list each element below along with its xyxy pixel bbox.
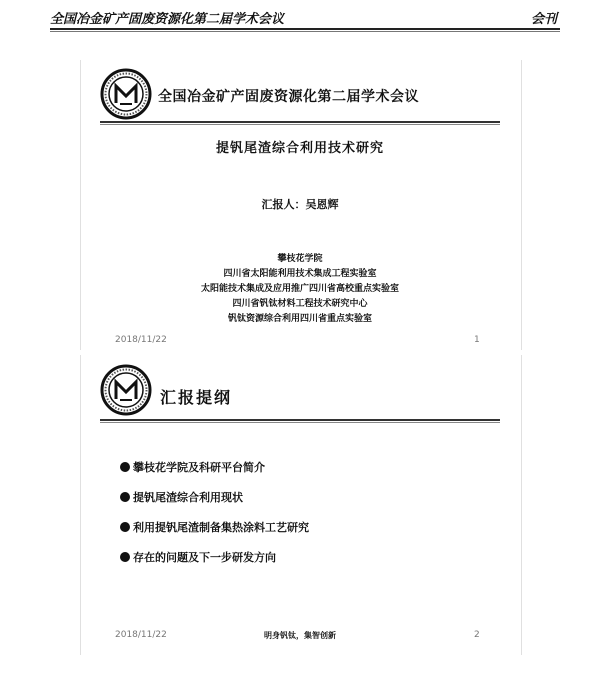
report-title: 提钒尾渣综合利用技术研究 — [215, 141, 384, 156]
header-rule-thin — [50, 31, 560, 32]
reporter: 汇报人：吴恩辉 — [261, 198, 339, 211]
affiliation-line: 四川省钒钛材料工程技术研究中心 — [232, 299, 368, 309]
page-header-title: 全国冶金矿产固废资源化第二届学术会议 — [50, 12, 285, 27]
outline-item-label: 存在的问题及下一步研发方向 — [133, 551, 276, 564]
slide-2-date: 2018/11/22 — [115, 630, 167, 640]
slide-1-rule-thin — [100, 124, 500, 125]
slide-2-rule — [100, 419, 500, 421]
bullet-dot-icon — [120, 462, 130, 472]
bullet-dot-icon — [120, 552, 130, 562]
outline-item — [120, 459, 265, 475]
slide-2-rule-thin — [100, 422, 500, 423]
outline-item-label: 提钒尾渣综合利用现状 — [133, 491, 243, 504]
outline-item-label: 利用提钒尾渣制备集热涂料工艺研究 — [133, 521, 309, 534]
page-header-right: 会刊 — [531, 12, 558, 27]
bullet-dot-icon — [120, 492, 130, 502]
slide-2-page-number: 2 — [474, 630, 480, 640]
outline-item — [120, 489, 243, 505]
slide-1-date: 2018/11/22 — [115, 335, 167, 345]
conference-title: 全国冶金矿产固废资源化第二届学术会议 — [158, 89, 419, 105]
outline-item-label: 攀枝花学院及科研平台简介 — [133, 461, 265, 474]
slide-1-page-number: 1 — [474, 335, 480, 345]
bullet-dot-icon — [120, 522, 130, 532]
university-emblem-icon — [100, 68, 152, 120]
affiliation-line: 攀枝花学院 — [277, 254, 323, 264]
outline-item — [120, 519, 309, 535]
university-emblem-icon — [100, 364, 152, 416]
affiliation-line: 四川省太阳能利用技术集成工程实验室 — [223, 269, 377, 279]
header-rule — [50, 28, 560, 30]
slide-2-motto: 明身钒钛，集智创新 — [264, 630, 336, 640]
outline-item — [120, 549, 276, 565]
slide-1-rule — [100, 121, 500, 123]
outline-title: 汇报提纲 — [160, 388, 233, 407]
affiliation-line: 钒钛资源综合利用四川省重点实验室 — [227, 314, 372, 324]
affiliation-line: 太阳能技术集成及应用推广四川省高校重点实验室 — [200, 284, 399, 294]
